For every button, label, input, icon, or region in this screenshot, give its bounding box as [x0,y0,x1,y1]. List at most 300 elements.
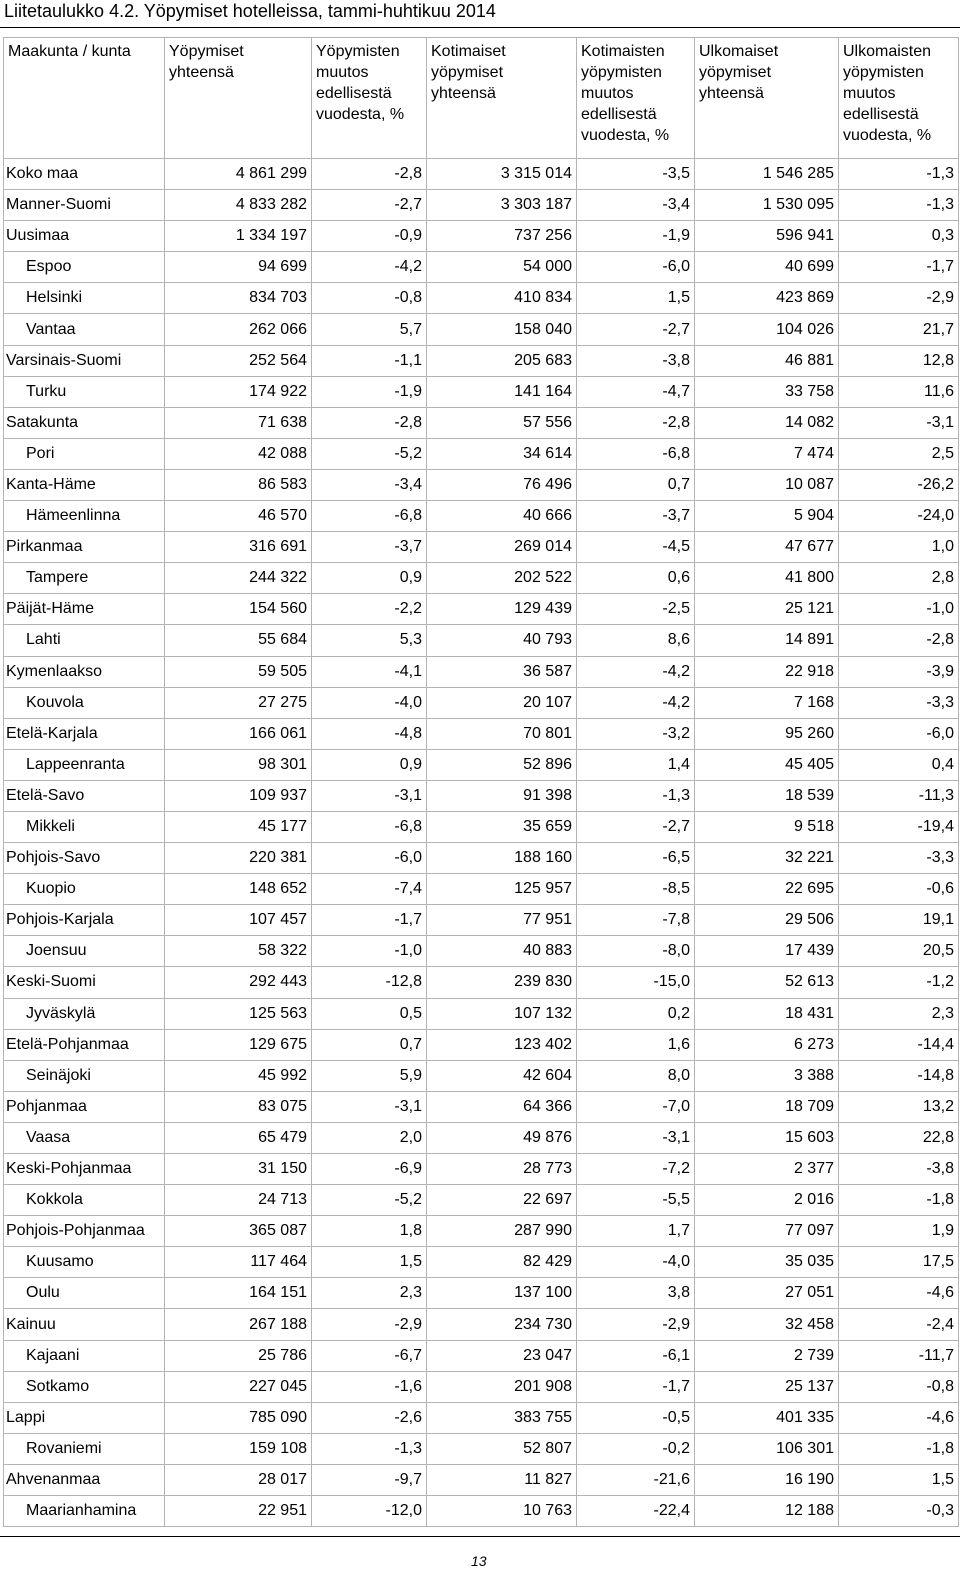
value-cell: -1,2 [839,967,959,998]
value-cell: 0,4 [839,749,959,780]
value-cell: 94 699 [165,252,312,283]
table-row [4,1278,959,1309]
value-cell: 8,6 [577,625,695,656]
value-cell: 0,9 [312,563,427,594]
table-row [4,843,959,874]
value-cell: 25 121 [695,594,839,625]
value-cell: 244 322 [165,563,312,594]
value-cell: 287 990 [427,1216,577,1247]
value-cell: -1,7 [577,1371,695,1402]
value-cell: 10 763 [427,1496,577,1527]
table-row [4,1371,959,1402]
value-cell: 1,0 [839,532,959,563]
table-row [4,749,959,780]
value-cell: -0,8 [312,283,427,314]
title-rule [0,27,960,28]
value-cell: 2,3 [312,1278,427,1309]
value-cell: -2,7 [577,314,695,345]
value-cell: -4,0 [312,687,427,718]
value-cell: 125 957 [427,874,577,905]
value-cell: 5,7 [312,314,427,345]
value-cell: -3,3 [839,687,959,718]
value-cell: 107 132 [427,998,577,1029]
value-cell: 227 045 [165,1371,312,1402]
value-cell: 71 638 [165,407,312,438]
value-cell: -3,8 [839,1154,959,1185]
column-header-line: vuodesta, % [316,106,405,123]
value-cell: 0,7 [312,1029,427,1060]
value-cell: 40 699 [695,252,839,283]
municipality-name: Sotkamo [4,1371,165,1402]
value-cell: 8,0 [577,1060,695,1091]
column-header-4 [577,38,695,159]
table-row [4,283,959,314]
table-row [4,532,959,563]
value-cell: 27 275 [165,687,312,718]
value-cell: 129 439 [427,594,577,625]
value-cell: 737 256 [427,221,577,252]
column-header-line: muutos [316,64,369,81]
value-cell: -2,4 [839,1309,959,1340]
table-row [4,190,959,221]
value-cell: 76 496 [427,469,577,500]
value-cell: -1,9 [577,221,695,252]
table-row [4,905,959,936]
region-name: Kanta-Häme [4,469,165,500]
value-cell: -12,8 [312,967,427,998]
value-cell: -6,0 [577,252,695,283]
column-header-line: Ulkomaiset [699,43,779,60]
value-cell: 262 066 [165,314,312,345]
table-row [4,159,959,190]
value-cell: -6,9 [312,1154,427,1185]
municipality-name: Oulu [4,1278,165,1309]
value-cell: -2,9 [312,1309,427,1340]
municipality-name: Maarianhamina [4,1496,165,1527]
value-cell: 70 801 [427,718,577,749]
value-cell: 1,7 [577,1216,695,1247]
value-cell: -2,8 [312,407,427,438]
value-cell: 410 834 [427,283,577,314]
table-row [4,874,959,905]
value-cell: 40 666 [427,501,577,532]
value-cell: -21,6 [577,1464,695,1495]
value-cell: 158 040 [427,314,577,345]
value-cell: 18 539 [695,780,839,811]
value-cell: -3,8 [577,345,695,376]
value-cell: 52 896 [427,749,577,780]
region-name: Pohjois-Karjala [4,905,165,936]
municipality-name: Mikkeli [4,811,165,842]
column-header-2 [312,38,427,159]
value-cell: 64 366 [427,1091,577,1122]
value-cell: -5,2 [312,438,427,469]
column-header-6 [839,38,959,159]
value-cell: 27 051 [695,1278,839,1309]
value-cell: 2 377 [695,1154,839,1185]
value-cell: 47 677 [695,532,839,563]
value-cell: -0,2 [577,1433,695,1464]
value-cell: 7 168 [695,687,839,718]
value-cell: 41 800 [695,563,839,594]
value-cell: 23 047 [427,1340,577,1371]
value-cell: -1,1 [312,345,427,376]
table-row [4,1185,959,1216]
value-cell: 55 684 [165,625,312,656]
region-name: Pohjois-Pohjanmaa [4,1216,165,1247]
value-cell: 129 675 [165,1029,312,1060]
value-cell: 83 075 [165,1091,312,1122]
municipality-name: Helsinki [4,283,165,314]
table-row [4,718,959,749]
value-cell: -6,0 [312,843,427,874]
value-cell: -3,4 [312,469,427,500]
municipality-name: Kokkola [4,1185,165,1216]
value-cell: -3,4 [577,190,695,221]
page-title: Liitetaulukko 4.2. Yöpymiset hotelleissa, tammi-huhtikuu 2014 [4,1,496,21]
table-row [4,1309,959,1340]
column-header-line: edellisestä [316,85,392,102]
value-cell: 123 402 [427,1029,577,1060]
value-cell: 0,3 [839,221,959,252]
value-cell: 22 918 [695,656,839,687]
value-cell: -4,2 [312,252,427,283]
municipality-name: Seinäjoki [4,1060,165,1091]
value-cell: 0,5 [312,998,427,1029]
table-row [4,1433,959,1464]
value-cell: -11,7 [839,1340,959,1371]
value-cell: -1,9 [312,376,427,407]
value-cell: 164 151 [165,1278,312,1309]
header-row [4,38,959,159]
column-header-line: Kotimaisten [581,43,665,60]
value-cell: -6,1 [577,1340,695,1371]
value-cell: 22 951 [165,1496,312,1527]
value-cell: 12,8 [839,345,959,376]
value-cell: 77 951 [427,905,577,936]
table-row [4,625,959,656]
region-name: Pohjois-Savo [4,843,165,874]
hotel-nights-table [3,37,959,1527]
municipality-name: Kuusamo [4,1247,165,1278]
column-header-line: Yöpymisten [316,43,400,60]
value-cell: -2,7 [312,190,427,221]
value-cell: -1,3 [312,1433,427,1464]
value-cell: -2,8 [312,159,427,190]
value-cell: 45 177 [165,811,312,842]
table-row [4,967,959,998]
value-cell: 16 190 [695,1464,839,1495]
value-cell: -3,1 [312,780,427,811]
municipality-name: Hämeenlinna [4,501,165,532]
value-cell: 11 827 [427,1464,577,1495]
value-cell: 58 322 [165,936,312,967]
value-cell: -7,4 [312,874,427,905]
region-name: Keski-Pohjanmaa [4,1154,165,1185]
region-name: Pohjanmaa [4,1091,165,1122]
table-row [4,687,959,718]
value-cell: -3,2 [577,718,695,749]
region-name: Etelä-Karjala [4,718,165,749]
table-row [4,811,959,842]
value-cell: 252 564 [165,345,312,376]
value-cell: 20 107 [427,687,577,718]
value-cell: 57 556 [427,407,577,438]
value-cell: 59 505 [165,656,312,687]
value-cell: 220 381 [165,843,312,874]
region-name: Uusimaa [4,221,165,252]
municipality-name: Turku [4,376,165,407]
table-row [4,594,959,625]
value-cell: -19,4 [839,811,959,842]
value-cell: 52 807 [427,1433,577,1464]
value-cell: 1 546 285 [695,159,839,190]
municipality-name: Vaasa [4,1122,165,1153]
column-header-line: yhteensä [431,85,496,102]
value-cell: 1,6 [577,1029,695,1060]
value-cell: 49 876 [427,1122,577,1153]
value-cell: 154 560 [165,594,312,625]
value-cell: 28 017 [165,1464,312,1495]
municipality-name: Kuopio [4,874,165,905]
value-cell: -3,1 [839,407,959,438]
value-cell: -9,7 [312,1464,427,1495]
value-cell: 42 088 [165,438,312,469]
table-row [4,501,959,532]
table-row [4,345,959,376]
table-row [4,1060,959,1091]
value-cell: 3 388 [695,1060,839,1091]
value-cell: 3 303 187 [427,190,577,221]
value-cell: 9 518 [695,811,839,842]
value-cell: 0,2 [577,998,695,1029]
value-cell: -2,7 [577,811,695,842]
table-body [4,159,959,1527]
value-cell: 188 160 [427,843,577,874]
value-cell: -1,3 [839,190,959,221]
region-name: Manner-Suomi [4,190,165,221]
table-row [4,1122,959,1153]
value-cell: 40 793 [427,625,577,656]
value-cell: 0,7 [577,469,695,500]
table-row [4,563,959,594]
value-cell: 1,5 [312,1247,427,1278]
table-row [4,1340,959,1371]
table-row [4,438,959,469]
column-header-line: vuodesta, % [843,127,932,144]
column-header-line: yhteensä [699,85,764,102]
value-cell: 22 697 [427,1185,577,1216]
column-header-line: Ulkomaisten [843,43,932,60]
value-cell: -6,8 [577,438,695,469]
value-cell: 24 713 [165,1185,312,1216]
value-cell: -4,2 [577,687,695,718]
municipality-name: Rovaniemi [4,1433,165,1464]
value-cell: -4,0 [577,1247,695,1278]
value-cell: 31 150 [165,1154,312,1185]
value-cell: 234 730 [427,1309,577,1340]
value-cell: 25 786 [165,1340,312,1371]
value-cell: 22,8 [839,1122,959,1153]
column-header-line: Maakunta / kunta [8,43,131,60]
value-cell: 125 563 [165,998,312,1029]
value-cell: 11,6 [839,376,959,407]
value-cell: 46 881 [695,345,839,376]
table-row [4,936,959,967]
value-cell: 65 479 [165,1122,312,1153]
column-header-3 [427,38,577,159]
value-cell: 95 260 [695,718,839,749]
value-cell: 91 398 [427,780,577,811]
value-cell: 77 097 [695,1216,839,1247]
value-cell: 98 301 [165,749,312,780]
value-cell: 205 683 [427,345,577,376]
value-cell: -0,5 [577,1402,695,1433]
value-cell: 35 659 [427,811,577,842]
value-cell: 12 188 [695,1496,839,1527]
page-number: 13 [471,1553,487,1569]
municipality-name: Kajaani [4,1340,165,1371]
region-name: Varsinais-Suomi [4,345,165,376]
column-header-line: yöpymisten [843,64,924,81]
value-cell: 13,2 [839,1091,959,1122]
region-name: Etelä-Pohjanmaa [4,1029,165,1060]
value-cell: -0,9 [312,221,427,252]
value-cell: -3,1 [312,1091,427,1122]
table-row [4,998,959,1029]
value-cell: 15 603 [695,1122,839,1153]
value-cell: -1,8 [839,1433,959,1464]
value-cell: 1,5 [839,1464,959,1495]
municipality-name: Pori [4,438,165,469]
value-cell: 40 883 [427,936,577,967]
column-header-line: yöpymisten [581,64,662,81]
value-cell: -4,6 [839,1278,959,1309]
value-cell: 383 755 [427,1402,577,1433]
value-cell: 4 861 299 [165,159,312,190]
value-cell: 2,3 [839,998,959,1029]
value-cell: 52 613 [695,967,839,998]
value-cell: 174 922 [165,376,312,407]
value-cell: -2,5 [577,594,695,625]
value-cell: 834 703 [165,283,312,314]
value-cell: -14,8 [839,1060,959,1091]
value-cell: 42 604 [427,1060,577,1091]
column-header-line: muutos [581,85,634,102]
value-cell: 45 405 [695,749,839,780]
table-row [4,221,959,252]
value-cell: 148 652 [165,874,312,905]
value-cell: 106 301 [695,1433,839,1464]
municipality-name: Espoo [4,252,165,283]
value-cell: 17 439 [695,936,839,967]
column-header-line: Yöpymiset [169,43,244,60]
value-cell: -2,9 [839,283,959,314]
value-cell: -7,2 [577,1154,695,1185]
value-cell: -8,5 [577,874,695,905]
value-cell: 267 188 [165,1309,312,1340]
value-cell: 36 587 [427,656,577,687]
value-cell: -1,3 [577,780,695,811]
value-cell: -3,7 [312,532,427,563]
value-cell: -3,9 [839,656,959,687]
value-cell: 1 334 197 [165,221,312,252]
region-name: Kainuu [4,1309,165,1340]
value-cell: 5,9 [312,1060,427,1091]
value-cell: 22 695 [695,874,839,905]
value-cell: -6,7 [312,1340,427,1371]
value-cell: 1,9 [839,1216,959,1247]
value-cell: -7,0 [577,1091,695,1122]
municipality-name: Joensuu [4,936,165,967]
value-cell: 5 904 [695,501,839,532]
municipality-name: Kouvola [4,687,165,718]
table-row [4,656,959,687]
column-header-line: muutos [843,85,896,102]
value-cell: 2,0 [312,1122,427,1153]
value-cell: 159 108 [165,1433,312,1464]
value-cell: -1,8 [839,1185,959,1216]
column-header-line: vuodesta, % [581,127,670,144]
value-cell: -4,1 [312,656,427,687]
table-row [4,1496,959,1527]
value-cell: 54 000 [427,252,577,283]
value-cell: 3 315 014 [427,159,577,190]
value-cell: -2,8 [577,407,695,438]
value-cell: 4 833 282 [165,190,312,221]
value-cell: 202 522 [427,563,577,594]
value-cell: 423 869 [695,283,839,314]
region-name: Keski-Suomi [4,967,165,998]
column-header-0 [4,38,165,159]
value-cell: -0,8 [839,1371,959,1402]
value-cell: 14 082 [695,407,839,438]
value-cell: -6,8 [312,811,427,842]
column-header-5 [695,38,839,159]
table-row [4,469,959,500]
value-cell: 10 087 [695,469,839,500]
value-cell: 2 739 [695,1340,839,1371]
value-cell: -6,0 [839,718,959,749]
value-cell: -1,3 [839,159,959,190]
footer-rule [0,1536,960,1537]
table-row [4,780,959,811]
column-header-line: edellisestä [843,106,919,123]
value-cell: 141 164 [427,376,577,407]
value-cell: 28 773 [427,1154,577,1185]
column-header-line: Kotimaiset [431,43,506,60]
value-cell: -24,0 [839,501,959,532]
value-cell: 32 458 [695,1309,839,1340]
value-cell: -2,8 [839,625,959,656]
value-cell: 107 457 [165,905,312,936]
value-cell: 17,5 [839,1247,959,1278]
value-cell: -4,5 [577,532,695,563]
region-name: Lappi [4,1402,165,1433]
value-cell: 365 087 [165,1216,312,1247]
value-cell: 35 035 [695,1247,839,1278]
value-cell: 19,1 [839,905,959,936]
value-cell: -12,0 [312,1496,427,1527]
value-cell: 34 614 [427,438,577,469]
value-cell: 596 941 [695,221,839,252]
value-cell: -1,7 [839,252,959,283]
value-cell: 239 830 [427,967,577,998]
value-cell: -6,8 [312,501,427,532]
value-cell: -5,5 [577,1185,695,1216]
table-row [4,1402,959,1433]
value-cell: 6 273 [695,1029,839,1060]
